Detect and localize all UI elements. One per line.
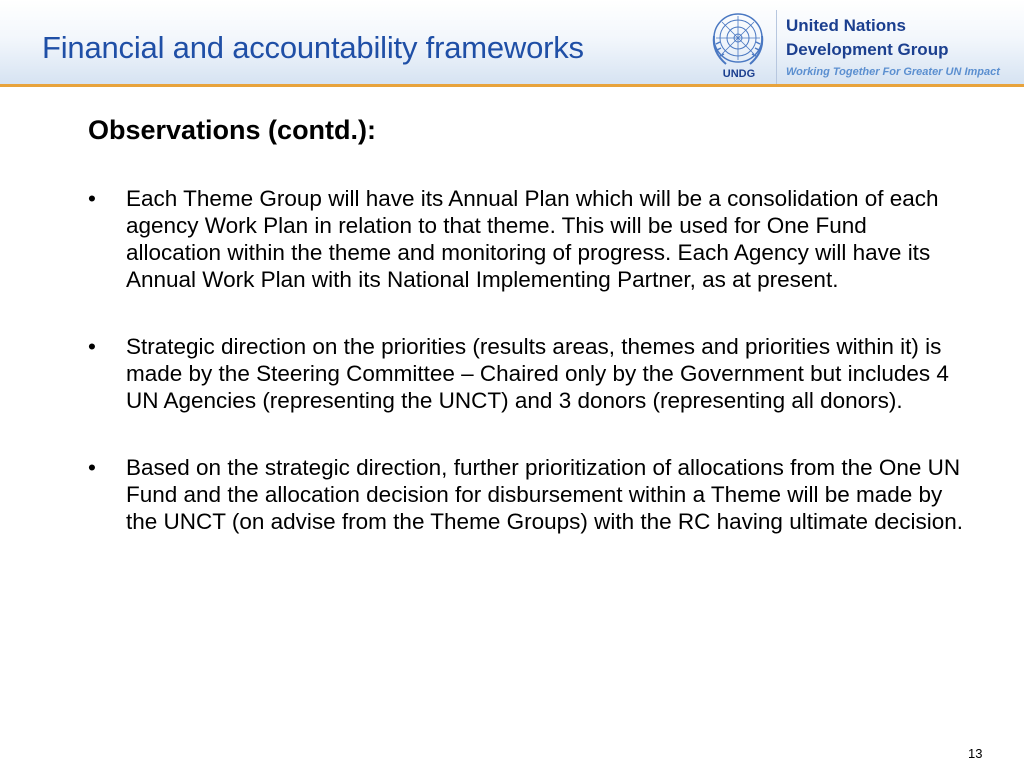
bullet-text: Strategic direction on the priorities (results areas, themes and priorities within it) is made by the Steering Committee – Chaired only by the Government but includes 4 UN Agencies (representing the UNCT) and 3 donors (representing all donors). [126,334,949,413]
bullet-text: Each Theme Group will have its Annual Plan which will be a consolidation of each agency Work Plan in relation to that theme. This will be used for One Fund allocation within the theme and monitoring of progress. Each Agency will have its Annual Work Plan with its National Implementing Partner, as at present. [126,186,939,292]
org-tagline: Working Together For Greater UN Impact [786,66,1000,78]
slide-title: Financial and accountability frameworks [42,30,584,65]
bullet-text: Based on the strategic direction, further prioritization of allocations from the One UN Fund and the allocation decision for disbursement within a Theme will be made by the UNCT (on advise from the Theme Groups) with the RC having ultimate decision. [126,455,964,534]
header-divider [0,84,1024,87]
un-emblem-icon [708,10,768,70]
bullet-icon: • [88,186,96,211]
logo-divider [776,10,777,84]
bullet-item [88,185,968,293]
section-heading: Observations (contd.): [88,115,377,145]
bullet-icon: • [88,455,96,480]
bullet-item [88,454,968,535]
bullet-item [88,333,968,414]
page-number: 13 [968,746,983,761]
bullet-list [88,185,968,575]
undg-logo [704,8,1014,80]
undg-caption: UNDG [722,68,756,80]
bullet-icon: • [88,334,96,359]
org-name-line-1: United Nations [786,16,906,35]
org-name-line-2: Development Group [786,40,949,59]
